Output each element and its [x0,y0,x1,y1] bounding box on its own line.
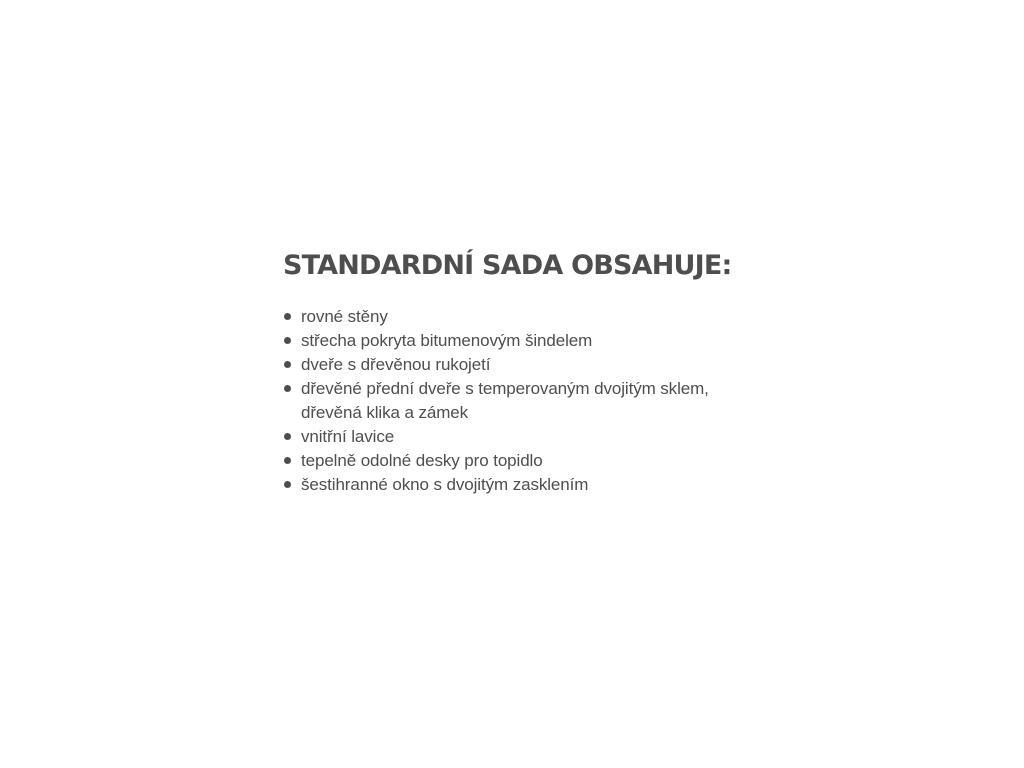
list-item [283,425,783,449]
list-item-text: dveře s dřevěnou rukojetí [301,355,491,374]
page-title: STANDARDNÍ SADA OBSAHUJE: [283,250,732,281]
list-item-text: tepelně odolné desky pro topidlo [301,451,543,470]
list-item [283,449,783,473]
bullet-icon [284,337,291,344]
list-item-text: dřevěné přední dveře s temperovaným dvojitým sklem, [301,379,709,398]
list-item [283,377,783,425]
list-item-text: střecha pokryta bitumenovým šindelem [301,331,593,350]
bullet-icon [284,385,291,392]
list-item [283,305,783,329]
list-item [283,473,783,497]
list-item-text-continued: dřevěná klika a zámek [301,403,469,422]
bullet-icon [284,361,291,368]
list-item-text: rovné stěny [301,307,388,326]
list-item-text: vnitřní lavice [301,427,395,446]
list-item [283,329,783,353]
bullet-icon [284,457,291,464]
list-item-text: šestihranné okno s dvojitým zasklením [301,475,589,494]
bullet-icon [284,433,291,440]
bullet-icon [284,313,291,320]
bullet-icon [284,481,291,488]
content-block [283,248,783,497]
features-list [283,305,783,497]
list-item [283,353,783,377]
